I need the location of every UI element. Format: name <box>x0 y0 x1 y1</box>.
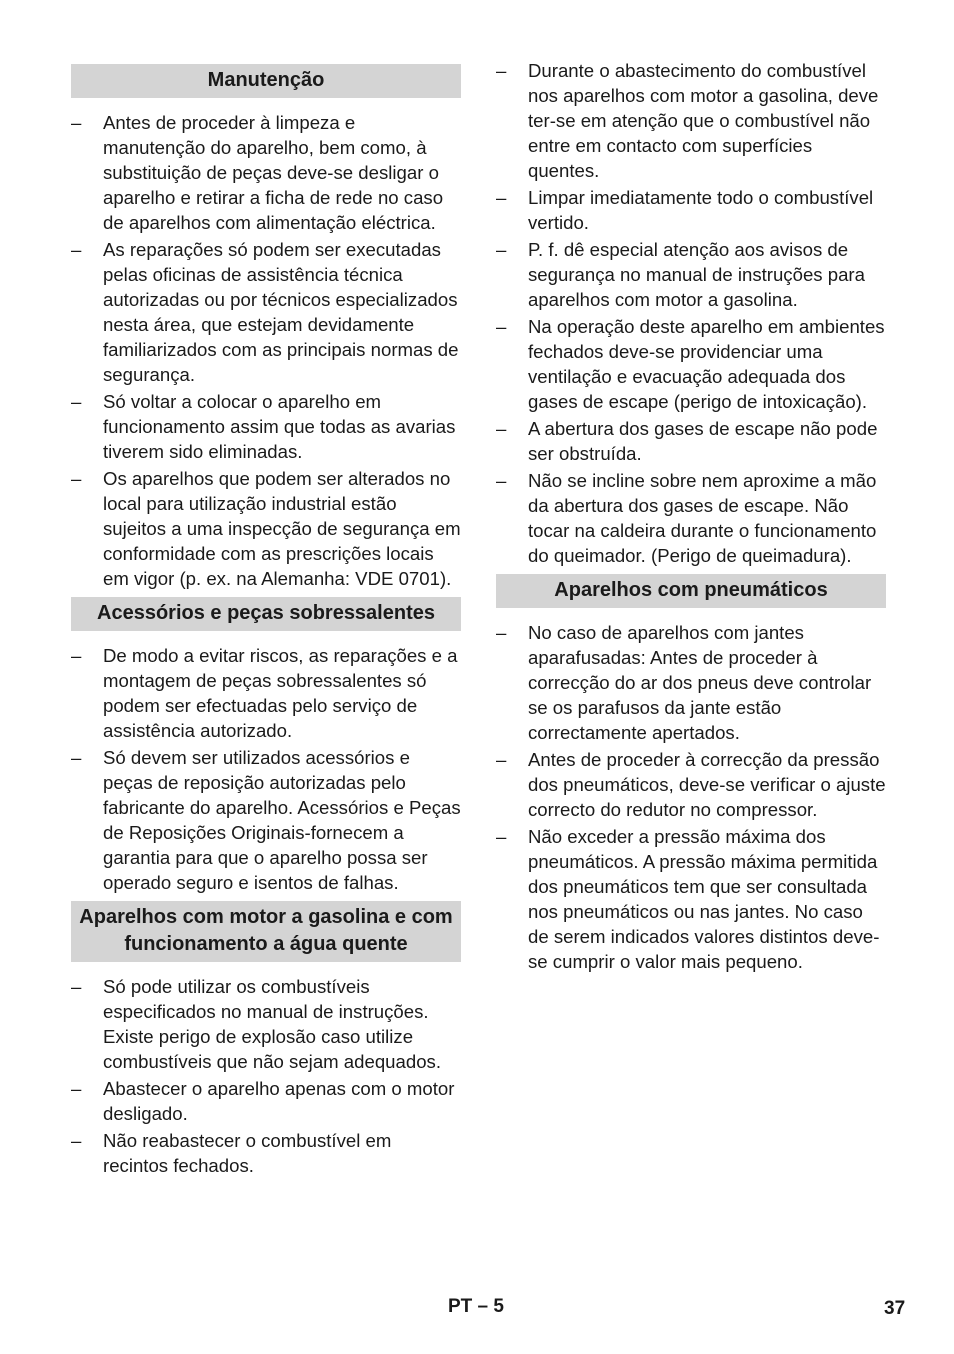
dash-bullet: – <box>496 60 507 81</box>
dash-bullet: – <box>71 391 82 412</box>
list-item: – As reparações só podem ser executadas pelas oficinas de assistência técnica autorizadas ou por técnicos especializados nesta área, que estejam devidamente familiarizados com as principais normas de segurança. <box>71 239 459 385</box>
list-item: – De modo a evitar riscos, as reparações e a montagem de peças sobressalentes só podem ser efectuadas pelo serviço de assistência autorizado. <box>71 645 458 741</box>
list-item: – Não exceder a pressão máxima dos pneumáticos. A pressão máxima permitida dos pneumáticos tem que ser consultada nos pneumáticos ou nas jantes. No caso de serem indicados valores distintos deve-se cumprir o valor mais pequeno. <box>496 826 880 972</box>
list-item: – Não se incline sobre nem aproxime a mão da abertura dos gases de escape. Não tocar na caldeira durante o funcionamento do queimador. (Perigo de queimadura). <box>496 470 877 566</box>
list-item: – Os aparelhos que podem ser alterados no local para utilização industrial estão sujeitos a uma inspecção de segurança em conformidade com as prescrições locais em vigor (p. ex. na Alemanha: VDE 0701). <box>71 468 461 589</box>
dash-bullet: – <box>71 239 82 260</box>
list-item: – Durante o abastecimento do combustível nos aparelhos com motor a gasolina, deve ter-se em atenção que o combustível não entre em contacto com superfícies quentes. <box>496 60 879 181</box>
footer-language-page: PT – 5 <box>448 1296 504 1317</box>
dash-bullet: – <box>71 747 82 768</box>
list-item: – Antes de proceder à correcção da pressão dos pneumáticos, deve-se verificar o ajuste correcto do redutor no compressor. <box>496 749 886 820</box>
list-item: – Abastecer o aparelho apenas com o motor desligado. <box>71 1078 455 1124</box>
list-item: – Só devem ser utilizados acessórios e peças de reposição autorizadas pelo fabricante do aparelho. Acessórios e Peças de Reposições Originais-fornecem a garantia para que o aparelho possa ser operado seguro e isentos de falhas. <box>71 747 461 893</box>
section-heading-pneumaticos: Aparelhos com pneumáticos <box>496 574 886 608</box>
dash-bullet: – <box>496 749 507 770</box>
dash-bullet: – <box>496 470 507 491</box>
dash-bullet: – <box>71 468 82 489</box>
left-column <box>71 58 461 1180</box>
dash-bullet: – <box>496 826 507 847</box>
dash-bullet: – <box>71 976 82 997</box>
dash-bullet: – <box>71 645 82 666</box>
list-item: – Só pode utilizar os combustíveis especificados no manual de instruções. Existe perigo de explosão caso utilize combustíveis que não sejam adequados. <box>71 976 442 1072</box>
footer-page-number: 37 <box>884 1298 906 1319</box>
section-heading-manutencao: Manutenção <box>71 64 461 98</box>
dash-bullet: – <box>496 316 507 337</box>
dash-bullet: – <box>496 418 507 439</box>
list-item: – P. f. dê especial atenção aos avisos de segurança no manual de instruções para aparelhos com motor a gasolina. <box>496 239 865 310</box>
section-heading-acessorios: Acessórios e peças sobressalentes <box>71 597 461 631</box>
list-acessorios <box>71 643 461 895</box>
list-item: – Não reabastecer o combustível em recintos fechados. <box>71 1130 392 1176</box>
list-motor-gasolina-cont <box>496 58 886 568</box>
dash-bullet: – <box>71 112 82 133</box>
dash-bullet: – <box>71 1078 82 1099</box>
list-item: – No caso de aparelhos com jantes aparafusadas: Antes de proceder à correcção do ar dos pneus deve controlar se os parafusos da jante estão correctamente apertados. <box>496 622 872 743</box>
dash-bullet: – <box>496 187 507 208</box>
list-manutencao <box>71 110 461 591</box>
right-column <box>496 58 886 976</box>
list-item: – Na operação deste aparelho em ambientes fechados deve-se providenciar uma ventilação e evacuação adequada dos gases de escape (perigo de intoxicação). <box>496 316 885 412</box>
section-heading-motor-gasolina: Aparelhos com motor a gasolina e com funcionamento a água quente <box>71 901 461 962</box>
list-motor-gasolina <box>71 974 461 1178</box>
dash-bullet: – <box>496 239 507 260</box>
list-pneumaticos <box>496 620 886 974</box>
list-item: – Limpar imediatamente todo o combustível vertido. <box>496 187 874 233</box>
dash-bullet: – <box>496 622 507 643</box>
list-item: – Antes de proceder à limpeza e manutenção do aparelho, bem como, à substituição de peças deve-se desligar o aparelho e retirar a ficha de rede no caso de aparelhos com alimentação eléctrica. <box>71 112 444 233</box>
list-item: – Só voltar a colocar o aparelho em funcionamento assim que todas as avarias tiverem sido eliminadas. <box>71 391 456 462</box>
dash-bullet: – <box>71 1130 82 1151</box>
list-item: – A abertura dos gases de escape não pode ser obstruída. <box>496 418 878 464</box>
